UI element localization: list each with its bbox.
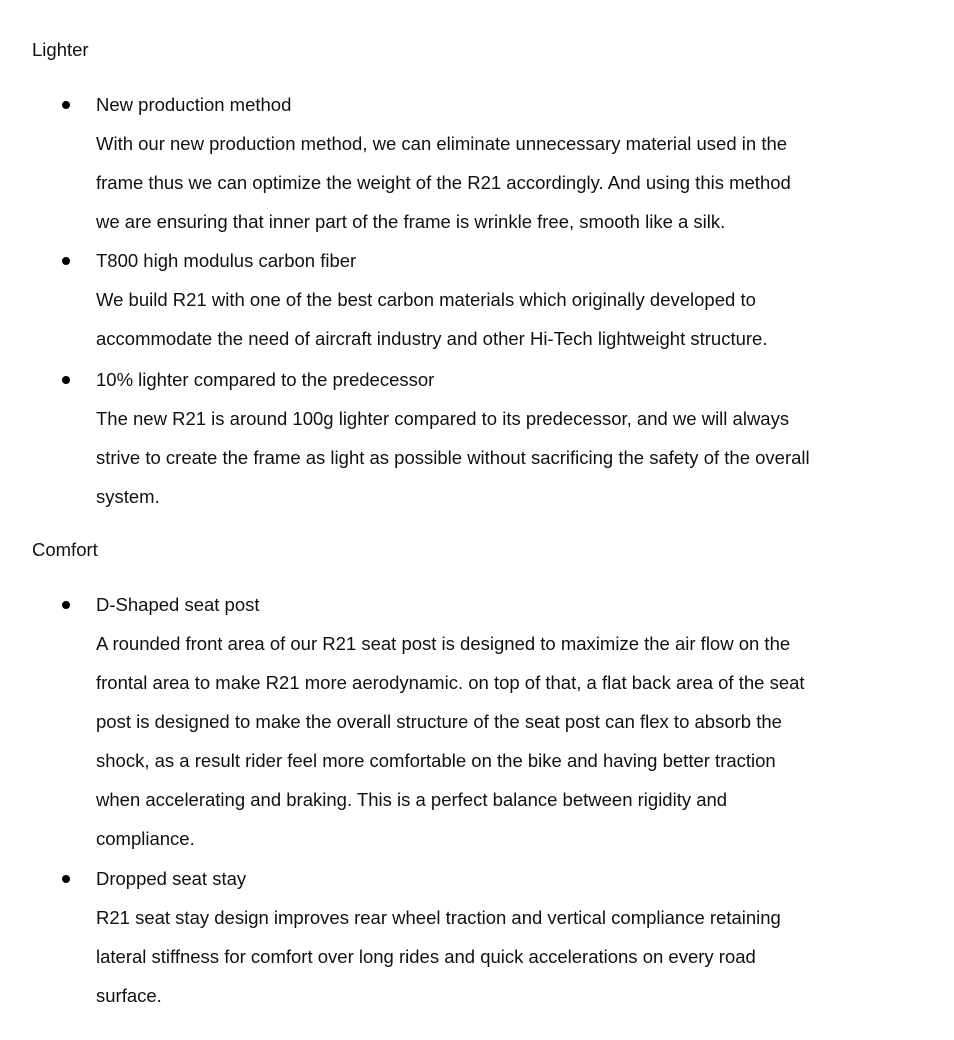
item-body: [96, 287, 896, 365]
bullet-icon: [62, 101, 70, 109]
list-item-d-shaped-seat-post: [96, 592, 896, 865]
bullet-icon: [62, 257, 70, 265]
section-heading-comfort: Comfort: [32, 539, 98, 560]
body-line: The new R21 is around 100g lighter compared to its predecessor, and we will always: [96, 408, 790, 429]
body-line: when accelerating and braking. This is a perfect balance between rigidity and: [96, 789, 728, 810]
body-line: system.: [96, 486, 160, 507]
bullet-icon: [62, 875, 70, 883]
item-body: [96, 131, 896, 248]
item-title: D-Shaped seat post: [96, 594, 260, 615]
list-item-10-percent-lighter: [96, 367, 896, 523]
body-line: R21 seat stay design improves rear wheel traction and vertical compliance retaining: [96, 907, 781, 928]
bullet-icon: [62, 376, 70, 384]
body-line: frontal area to make R21 more aerodynamic. on top of that, a flat back area of the seat: [96, 672, 805, 693]
list-item-t800-carbon-fiber: [96, 248, 896, 365]
bullet-icon: [62, 601, 70, 609]
item-title: T800 high modulus carbon fiber: [96, 250, 357, 271]
body-line: accommodate the need of aircraft industry and other Hi-Tech lightweight structure.: [96, 328, 768, 349]
body-line: A rounded front area of our R21 seat post is designed to maximize the air flow on the: [96, 633, 791, 654]
body-line: surface.: [96, 985, 162, 1006]
body-line: frame thus we can optimize the weight of the R21 accordingly. And using this method: [96, 172, 791, 193]
body-line: we are ensuring that inner part of the frame is wrinkle free, smooth like a silk.: [96, 211, 726, 232]
item-title: New production method: [96, 94, 292, 115]
body-line: strive to create the frame as light as possible without sacrificing the safety of the overall: [96, 447, 810, 468]
body-line: lateral stiffness for comfort over long rides and quick accelerations on every road: [96, 946, 756, 967]
body-line: post is designed to make the overall structure of the seat post can flex to absorb the: [96, 711, 782, 732]
item-title: Dropped seat stay: [96, 868, 247, 889]
body-line: We build R21 with one of the best carbon materials which originally developed to: [96, 289, 756, 310]
body-line: compliance.: [96, 828, 195, 849]
body-line: With our new production method, we can eliminate unnecessary material used in the: [96, 133, 788, 154]
list-item-dropped-seat-stay: [96, 866, 896, 1022]
body-line: shock, as a result rider feel more comfortable on the bike and having better traction: [96, 750, 776, 771]
list-item-new-production-method: [96, 92, 896, 248]
item-body: [96, 631, 896, 865]
item-title: 10% lighter compared to the predecessor: [96, 369, 435, 390]
section-heading-lighter: Lighter: [32, 39, 89, 60]
item-body: [96, 406, 896, 523]
item-body: [96, 905, 896, 1022]
